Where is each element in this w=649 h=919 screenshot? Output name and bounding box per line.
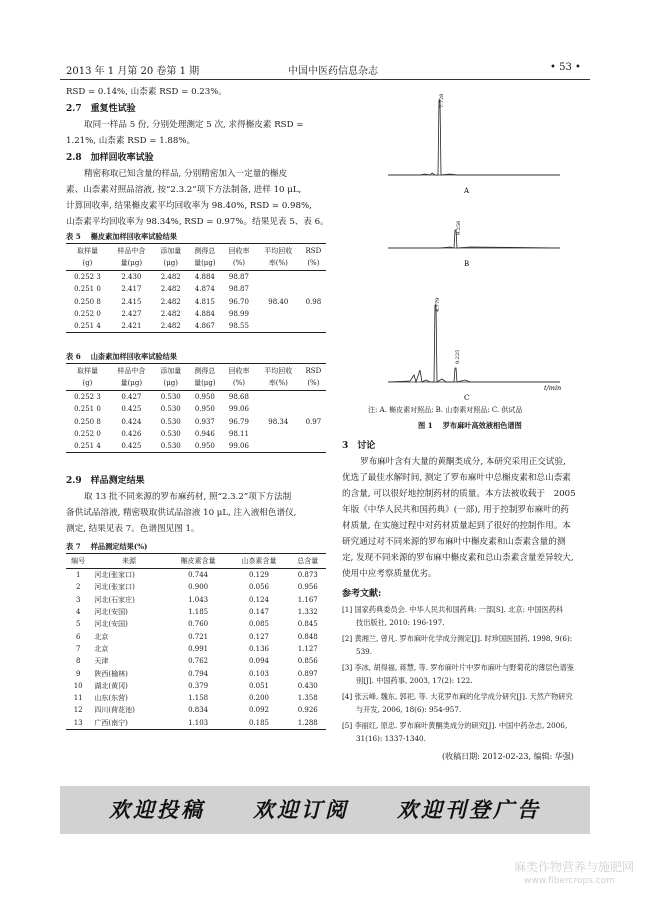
table-cell: 13: [66, 717, 90, 730]
peak-label: 4.779: [435, 297, 441, 312]
table-cell: 2.482: [160, 285, 181, 294]
reference-entry: [5] 李丽红, 原忠. 罗布麻叶黄酮类成分的研究[J]. 中国中药杂志, 2006,: [342, 721, 568, 730]
reference-entry: [4] 张云峰, 魏东, 郭祀, 等. 大花罗布麻的化学成分研究[J]. 天然产物研究: [342, 692, 573, 701]
table-cell: 96.79: [228, 417, 249, 426]
table-cell: 0.251 4: [66, 320, 109, 333]
table-cell: 0.834: [188, 706, 209, 715]
paragraph-line: 山柰素平均回收率为 98.34%, RSD = 0.97%。结果见表 5、表 6。: [66, 217, 329, 227]
column-header-line: 样品中含: [117, 247, 146, 255]
table-cell: 3: [75, 595, 81, 604]
table-cell: 0.103: [248, 669, 270, 678]
table-cell: 4.867: [188, 320, 223, 333]
table-cell: 0.379: [188, 681, 209, 690]
table-cell: 0.873: [297, 571, 318, 580]
paragraph-line: 定, 发现不同来源的罗布麻中槲皮素和总山柰素含量差异较大,: [342, 553, 574, 563]
column-header-line: 添加量: [160, 247, 182, 255]
column-header: [301, 364, 326, 391]
table-cell: 0.250 8: [74, 297, 101, 306]
column-header: 总含量: [289, 554, 326, 569]
table-cell: 0.530: [160, 430, 181, 439]
paragraph-line: 材质量, 在实施过程中对药材质量起到了很好的控制作用。本: [342, 521, 571, 531]
column-header-line: (%): [232, 379, 246, 387]
table-cell: 0.900: [188, 583, 209, 592]
column-header-line: 添加量: [160, 367, 182, 375]
table-cell: 河北(安国): [94, 620, 128, 629]
table-cell: 2.430: [121, 273, 142, 282]
paragraph-line: 1.21%, 山柰素 RSD = 1.88%。: [66, 136, 196, 146]
table-cell: 98.99: [228, 310, 249, 319]
table-cell: 4.884: [194, 310, 215, 319]
column-header-line: 取样量: [76, 367, 98, 375]
table-row: [66, 704, 326, 716]
table7-caption: [66, 542, 147, 552]
table-cell: 0.252 3: [74, 273, 101, 282]
table-cell: 4.815: [194, 297, 215, 306]
table-cell: 0.252 0: [74, 310, 101, 319]
paragraph-line: 测定, 结果见表 7。色谱图见图 1。: [66, 524, 200, 534]
reference-entry: 与开发, 2006, 18(6): 954-957.: [356, 705, 462, 714]
table-cell: 2.421: [109, 320, 154, 333]
section-2-9-title: 2.9 样品测定结果: [66, 476, 145, 486]
received-date: (收稿日期: 2012-02-23, 编辑: 华强): [442, 752, 574, 761]
watermark-url: www.fibercrops.com: [524, 876, 615, 886]
watermark-text: 麻类作物营养与施肥网: [514, 860, 635, 874]
reference-entry: [1] 国家药典委员会. 中华人民共和国药典: 一部[S]. 北京: 中国医药科: [342, 605, 564, 614]
table-row: [66, 569, 326, 582]
column-header: [109, 364, 154, 391]
table-cell: 12: [73, 706, 83, 715]
table-cell: 99.06: [228, 405, 249, 414]
table-cell: 0.094: [248, 657, 270, 666]
table-cell: 北京: [94, 644, 109, 653]
column-header: 来源: [90, 554, 167, 569]
table-cell: 0.427: [121, 393, 142, 402]
table-cell: 0.856: [297, 657, 318, 666]
section-2-7-title: 2.7 重复性试验: [66, 104, 136, 114]
table-cell: 0.092: [248, 706, 270, 715]
table-cell: 0.530: [154, 440, 188, 453]
table-cell: 河北(张家口): [94, 583, 135, 592]
column-header: [109, 244, 154, 271]
page-number: • 53 •: [550, 62, 581, 73]
paragraph-line: 研究通过对不同来源的罗布麻叶中槲皮素和山柰素含量的测: [342, 537, 566, 547]
table5: [66, 243, 326, 333]
table-cell: 0.950: [188, 440, 223, 453]
table-cell: 0.085: [248, 620, 270, 629]
table-cell: 2: [75, 583, 81, 592]
column-header-line: 平均回收: [264, 247, 293, 255]
table-cell: 98.87: [228, 285, 249, 294]
peak-label: 9.256: [456, 220, 462, 235]
table-cell: 0.127: [248, 632, 270, 641]
column-header: 山柰素含量: [229, 554, 290, 569]
banner-text: 欢迎投稿 欢迎订阅 欢迎刊登广告: [109, 797, 541, 822]
column-header: [222, 364, 256, 391]
table-cell: 0.744: [188, 571, 209, 580]
table-row: [66, 581, 326, 593]
table-cell: 0.147: [248, 608, 270, 617]
column-header-line: 取样量: [76, 247, 98, 255]
table-cell: 0.425: [109, 440, 154, 453]
table-cell: 0.950: [194, 405, 215, 414]
reference-entry: 技出版社, 2010: 196-197.: [356, 618, 445, 627]
figure1-note: 注: A. 槲皮素对照品; B. 山柰素对照品; C. 供试品: [368, 406, 523, 414]
table-cell: 98.55: [222, 320, 256, 333]
column-header: [222, 244, 256, 271]
table-row: [66, 630, 326, 642]
table-row: [66, 717, 326, 730]
table-cell: 0.991: [188, 644, 209, 653]
table-cell: 8: [75, 657, 81, 666]
banner: [60, 786, 590, 834]
section-2-8-title: 2.8 加样回收率试验: [66, 153, 154, 163]
figure1-caption: [418, 421, 522, 431]
table-cell: 98.87: [228, 273, 249, 282]
column-header: 槲皮素含量: [168, 554, 229, 569]
column-header-line: 测得总: [194, 247, 216, 255]
column-header: [66, 364, 109, 391]
column-header: [66, 244, 109, 271]
table-cell: 99.06: [222, 440, 256, 453]
table-cell: 1.043: [188, 595, 209, 604]
table6-title: 山柰素加样回收率试验结果: [90, 352, 177, 361]
column-header: 编号: [66, 554, 90, 569]
column-header: [301, 244, 326, 271]
table-cell: 1.358: [297, 694, 318, 703]
figure1-chromatograms: [380, 80, 580, 400]
table-cell: 0.530: [160, 393, 181, 402]
column-header-line: 回收率: [228, 247, 250, 255]
table-cell: 2.417: [121, 285, 142, 294]
table-cell: 0.937: [194, 417, 215, 426]
table-cell: 0.185: [229, 717, 290, 730]
table-cell: 0.721: [188, 632, 209, 641]
table-cell: 0.845: [297, 620, 318, 629]
table-cell: 0.252 3: [74, 393, 101, 402]
reference-entry: 539.: [356, 647, 373, 656]
panel-label-c: C: [464, 394, 470, 400]
table-cell: 2.482: [160, 273, 181, 282]
table-cell: 河北(张家口): [94, 571, 135, 580]
table-cell: 0.760: [188, 620, 209, 629]
column-header-line: 回收率: [228, 367, 250, 375]
column-header-line: 测得总: [194, 367, 216, 375]
table6-number: 表 6: [66, 352, 81, 361]
paragraph-line: 使用中应考察质量优劣。: [342, 569, 437, 579]
column-header-line: 平均回收: [264, 367, 293, 375]
paragraph-line: 计算回收率, 结果槲皮素平均回收率为 98.40%, RSD = 0.98%,: [66, 201, 312, 211]
table-cell: 0.124: [248, 595, 270, 604]
table-cell: 2.427: [121, 310, 142, 319]
table-cell: 广西(南宁): [90, 717, 167, 730]
table6: [66, 363, 326, 453]
table-row: [66, 692, 326, 704]
table-cell: 4: [75, 608, 81, 617]
table7-title: 样品测定结果(%): [90, 542, 148, 551]
paragraph-line: 年版《中华人民共和国药典》(一部), 用于控制罗布麻叶的药: [342, 505, 570, 515]
column-header: [154, 244, 188, 271]
table-cell: 0.252 0: [74, 430, 101, 439]
column-header-line: 量(μg): [194, 379, 216, 387]
table-cell: 0.946: [194, 430, 215, 439]
table-cell: 1.158: [188, 694, 209, 703]
table-cell: 山东(东营): [94, 694, 128, 703]
table-cell: 6: [75, 632, 81, 641]
table-cell: 北京: [94, 632, 109, 641]
table-cell: 天津: [94, 657, 109, 666]
table-cell: 2.482: [160, 310, 181, 319]
paragraph-line: 罗布麻叶含有大量的黄酮类成分, 本研究采用正交试验,: [360, 457, 566, 467]
column-header: [188, 244, 223, 271]
paragraph-line: 取同一样品 5 份, 分别处理测定 5 次, 求得槲皮素 RSD =: [84, 120, 304, 130]
table-cell: 0.251 0: [74, 405, 101, 414]
table-cell: 1.103: [168, 717, 229, 730]
column-header: [256, 244, 301, 271]
paragraph-line: 的含量, 可以很好地控制药材的质量。本方法被收载于 2005: [342, 489, 576, 499]
table5-title: 槲皮素加样回收率试验结果: [90, 232, 177, 241]
table-cell: 1: [75, 571, 81, 580]
table5-number: 表 5: [66, 232, 81, 241]
table-cell: 0.762: [188, 657, 209, 666]
column-header-line: RSD: [305, 367, 322, 375]
table-cell: 0.425: [121, 405, 142, 414]
chromatogram-b: [388, 221, 560, 268]
table-cell: 9: [75, 669, 81, 678]
table-cell: 7: [75, 644, 81, 653]
table-cell: 10: [73, 681, 83, 690]
column-header-line: (%): [307, 259, 320, 267]
reference-entry: 31(16): 1337-1340.: [356, 734, 426, 743]
reference-entry: [2] 黄湘兰, 曾凡. 罗布麻叶化学成分测定[J]. 时珍国医国药, 1998, 9(6):: [342, 634, 573, 643]
table-cell: 湖北(黄冈): [94, 681, 128, 690]
table-cell: 2.482: [160, 297, 181, 306]
table-cell: 1.288: [289, 717, 326, 730]
average-recovery-cell: 98.40: [256, 271, 301, 333]
column-header-line: (%): [307, 379, 320, 387]
table-cell: 1.167: [297, 595, 318, 604]
column-header-line: (g): [82, 379, 93, 387]
table-cell: 11: [73, 694, 83, 703]
table-cell: 4.884: [194, 273, 215, 282]
table7-number: 表 7: [66, 542, 81, 551]
table-row: [66, 680, 326, 692]
chromatogram-a: [388, 94, 560, 195]
table-row: [66, 606, 326, 618]
rsd-cell: 0.97: [301, 391, 326, 453]
time-axis-label: t/min: [544, 384, 562, 392]
reference-entry: [3] 李冰, 胡得福, 蒋慧, 等. 罗布麻叶片中罗布麻叶与野菊花的薄层色谱鉴: [342, 663, 574, 672]
table-cell: 0.251 0: [74, 285, 101, 294]
table-cell: 2.482: [154, 320, 188, 333]
table-row: [66, 655, 326, 667]
paragraph-line: 素、山柰素对照品溶液, 按“2.3.2”项下方法制备, 进样 10 μL,: [66, 185, 302, 195]
paragraph-line: 精密称取已知含量的样品, 分别精密加入一定量的槲皮: [84, 169, 288, 179]
table-cell: 河北(石家庄): [94, 595, 135, 604]
table-cell: 96.70: [228, 297, 249, 306]
chromatogram-c: [388, 298, 561, 400]
table-cell: 0.129: [248, 571, 270, 580]
table-cell: 98.11: [228, 430, 249, 439]
table-cell: 0.956: [297, 583, 318, 592]
column-header-line: 量(μg): [194, 259, 216, 267]
table-cell: 四川(荷花池): [94, 706, 135, 715]
table-cell: 1.185: [188, 608, 209, 617]
table-row: [66, 271, 326, 284]
table-cell: 0.251 4: [66, 440, 109, 453]
table-cell: 0.430: [297, 681, 318, 690]
table-cell: 陕西(榆林): [94, 669, 128, 678]
table-cell: 0.424: [121, 417, 142, 426]
table-cell: 0.250 8: [74, 417, 101, 426]
paragraph-line: 备供试品溶液, 精密吸取供试品溶液 10 μL, 注入液相色谱仪,: [66, 508, 297, 518]
column-header-line: 样品中含: [117, 367, 146, 375]
table-cell: 0.200: [248, 694, 270, 703]
table-cell: 0.136: [248, 644, 270, 653]
figure1-title: 罗布麻叶高效液相色谱图: [442, 421, 522, 430]
table-cell: 0.051: [248, 681, 270, 690]
table-cell: 1.127: [297, 644, 318, 653]
table7: [66, 553, 326, 730]
column-header-line: (μg): [163, 379, 178, 387]
average-recovery-cell: 98.34: [256, 391, 301, 453]
reference-entry: 别[J]. 中国药事, 2003, 17(2): 122.: [356, 676, 473, 685]
paragraph-line: 取 13 批不同来源的罗布麻药材, 照“2.3.2”项下方法制: [84, 492, 292, 502]
column-header-line: 率(%): [268, 259, 288, 267]
table-cell: 2.415: [121, 297, 142, 306]
table-row: [66, 618, 326, 630]
table-cell: 98.68: [228, 393, 249, 402]
panel-label-b: B: [464, 260, 470, 268]
table6-caption: [66, 352, 177, 362]
column-header-line: RSD: [305, 247, 322, 255]
column-header-line: (g): [82, 259, 93, 267]
column-header: [256, 364, 301, 391]
column-header-line: (%): [232, 259, 246, 267]
table-row: [66, 594, 326, 606]
journal-issue: 2013 年 1 月第 20 卷第 1 期: [66, 66, 200, 77]
table-cell: 5: [75, 620, 81, 629]
table-row: [66, 667, 326, 679]
table-cell: 0.530: [160, 417, 181, 426]
table-cell: 4.874: [194, 285, 215, 294]
table-cell: 0.926: [297, 706, 318, 715]
table-cell: 河北(安国): [94, 608, 128, 617]
column-header-line: 量(μg): [120, 259, 143, 267]
column-header: [154, 364, 188, 391]
table-cell: 1.332: [297, 608, 318, 617]
peak-label: 9.225: [455, 349, 461, 364]
table-cell: 0.794: [188, 669, 209, 678]
column-header-line: 量(μg): [120, 379, 143, 387]
table-cell: 0.056: [248, 583, 270, 592]
rsd-line: RSD = 0.14%, 山柰素 RSD = 0.23%。: [66, 87, 227, 97]
panel-label-a: A: [464, 187, 470, 195]
journal-name: 中国中医药信息杂志: [288, 66, 378, 77]
column-header-line: 率(%): [268, 379, 288, 387]
table5-caption: [66, 232, 177, 242]
paragraph-line: 优选了最佳水解时间, 测定了罗布麻叶中总槲皮素和总山柰素: [342, 473, 571, 483]
table-row: [66, 391, 326, 404]
table-cell: 0.897: [297, 669, 318, 678]
peak-label: 7.728: [439, 93, 445, 108]
column-header: [188, 364, 223, 391]
table-cell: 0.426: [121, 430, 142, 439]
column-header-line: (μg): [163, 259, 178, 267]
table-cell: 0.950: [194, 393, 215, 402]
table-cell: 0.848: [297, 632, 318, 641]
rsd-cell: 0.98: [301, 271, 326, 333]
references-title: 参考文献:: [342, 589, 382, 599]
table-cell: 0.530: [160, 405, 181, 414]
section-3-title: 3 讨论: [342, 441, 376, 451]
figure1-number: 图 1: [418, 421, 433, 430]
table-row: [66, 643, 326, 655]
